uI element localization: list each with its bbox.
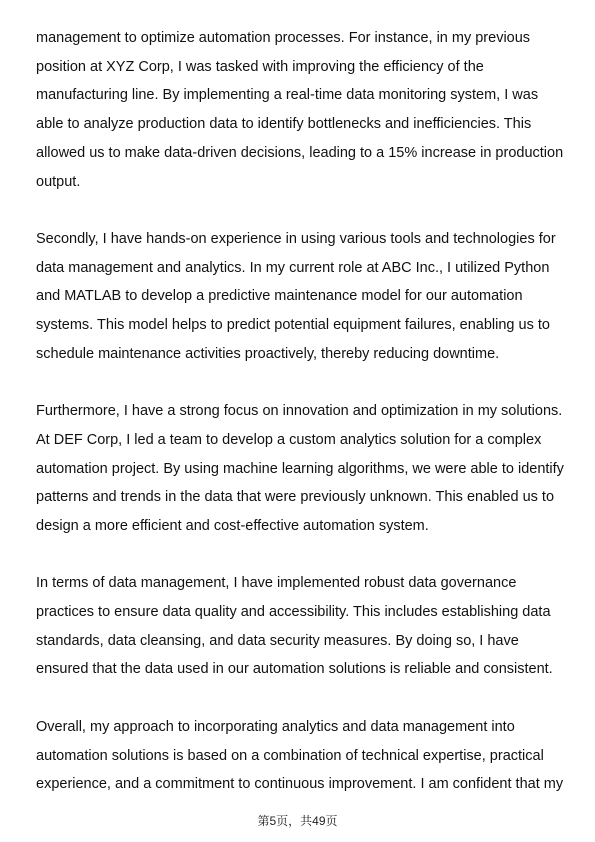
document-body <box>36 24 564 799</box>
paragraph-4: In terms of data management, I have implemented robust data governance practices to ensure data quality and accessibility. This includes establishing data standards, data cleansing, and data security measures. By doing so, I have ensured that the data used in our automation solutions is reliable and consistent. <box>36 575 553 678</box>
paragraph-3: Furthermore, I have a strong focus on innovation and optimization in my solutions. At DEF Corp, I led a team to develop a custom analytics solution for a complex automation project. By using machine learning algorithms, we were able to identify patterns and trends in the data that were previously unknown. This enabled us to design a more efficient and cost-effective automation system. <box>36 403 564 534</box>
paragraph-5: Overall, my approach to incorporating analytics and data management into automation solutions is based on a combination of technical expertise, practical experience, and a commitment to continuous improvement. I am confident that my <box>36 718 564 793</box>
paragraph-2: Secondly, I have hands-on experience in using various tools and technologies for data management and analytics. In my current role at ABC Inc., I utilized Python and MATLAB to develop a predictive maintenance model for our automation systems. This model helps to predict potential equipment failures, enabling us to schedule maintenance activities proactively, thereby reducing downtime. <box>36 230 556 362</box>
page-number-footer: 第5页，共49页 <box>257 814 338 828</box>
paragraph-1: management to optimize automation processes. For instance, in my previous position at XYZ Corp, I was tasked with improving the efficiency of the manufacturing line. By implementing a real-time data monitoring system, I was able to analyze production data to identify bottlenecks and inefficiencies. This allowed us to make data-driven decisions, leading to a 15% increase in production output. <box>36 30 564 190</box>
